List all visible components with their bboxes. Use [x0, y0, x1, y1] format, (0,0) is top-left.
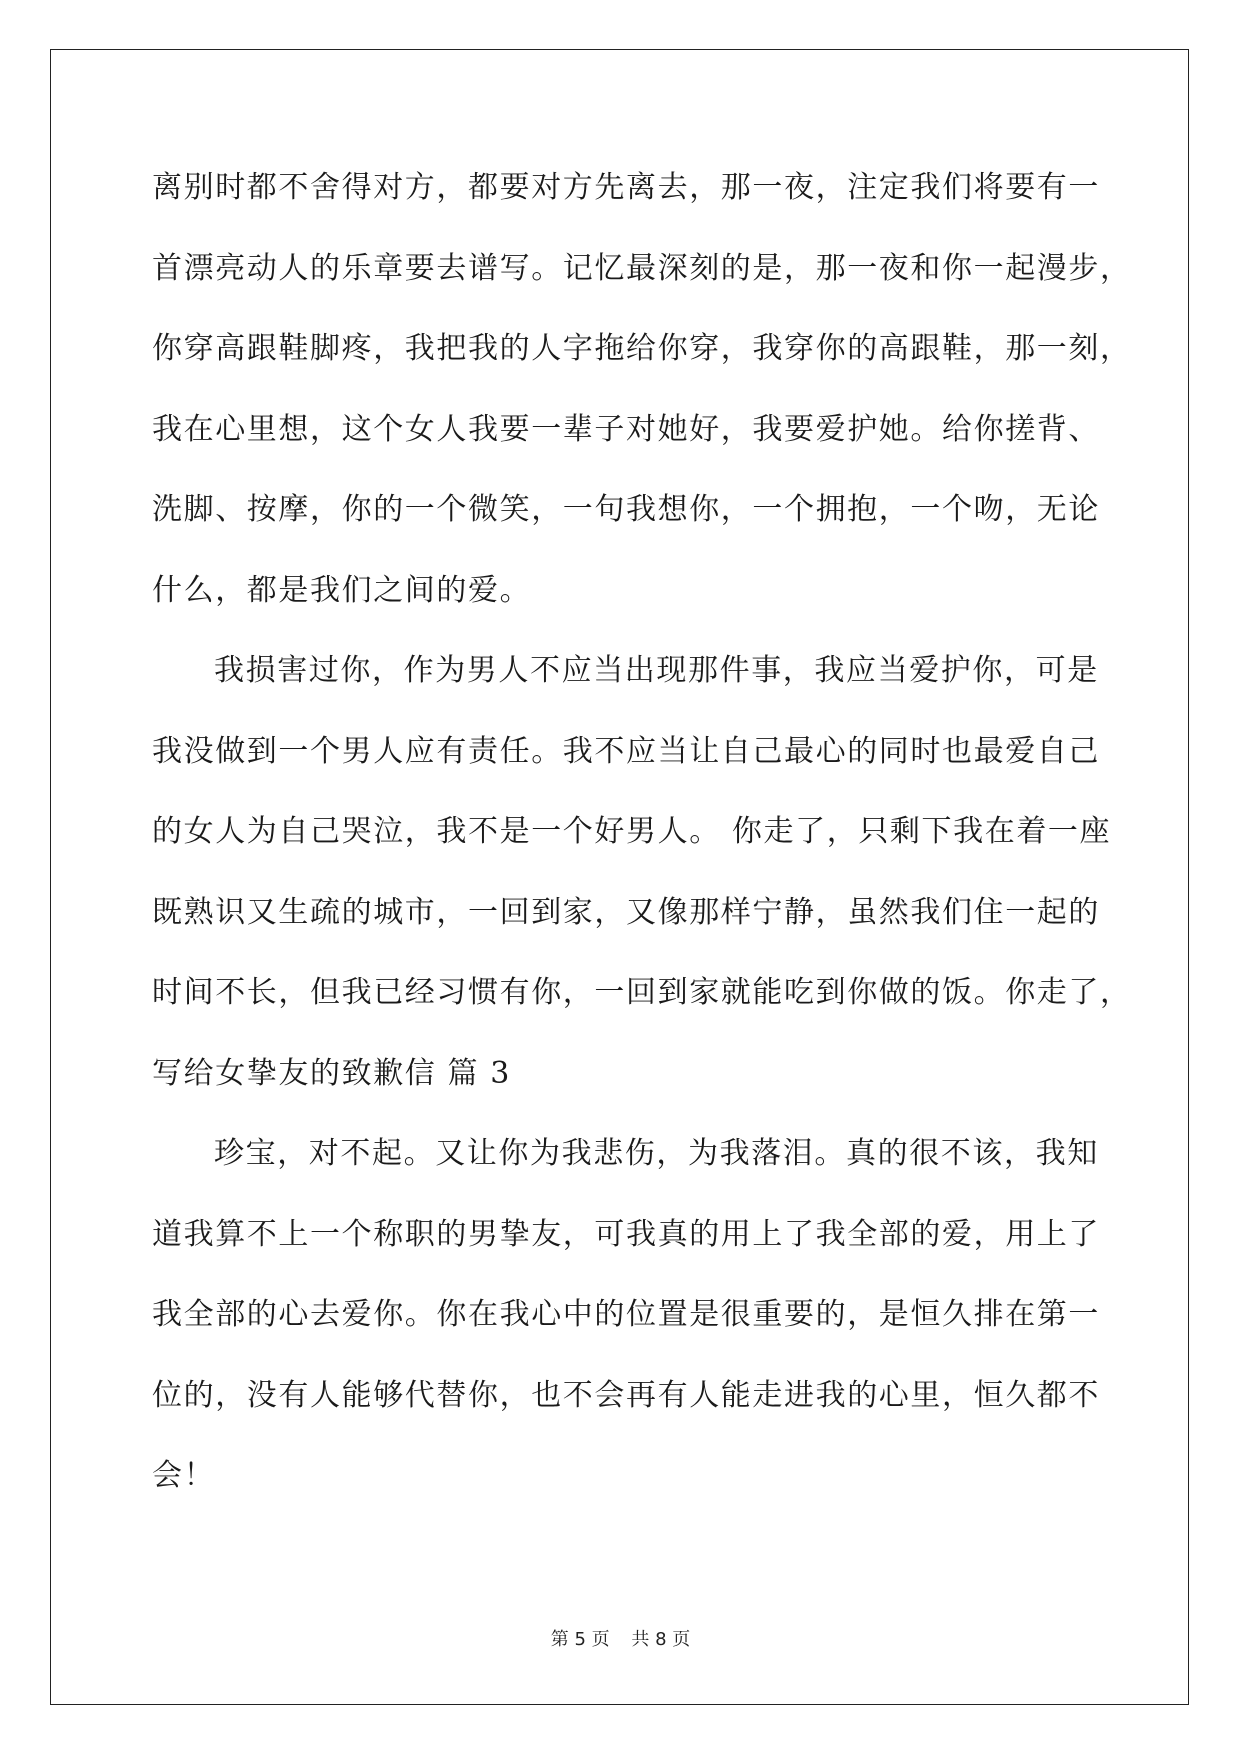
text-line: 时间不长，但我已经习惯有你，一回到家就能吃到你做的饭。你走了， — [152, 975, 1132, 1010]
text-line: 的女人为自己哭泣，我不是一个好男人。 你走了，只剩下我在着一座 — [152, 814, 1112, 849]
text-line: 我在心里想，这个女人我要一辈子对她好，我要爱护她。给你搓背、 — [152, 411, 1100, 447]
text-line: 什么，都是我们之间的爱。 — [152, 572, 532, 608]
document-body — [152, 148, 1132, 1517]
text-line: 你穿高跟鞋脚疼，我把我的人字拖给你穿，我穿你的高跟鞋，那一刻， — [152, 331, 1132, 366]
page-footer — [0, 1625, 1241, 1651]
text-line: 离别时都不舍得对方，都要对方先离去，那一夜，注定我们将要有一 — [152, 170, 1100, 205]
text-line: 我全部的心去爱你。你在我心中的位置是很重要的，是恒久排在第一 — [152, 1297, 1100, 1332]
text-line: 我没做到一个男人应有责任。我不应当让自己最心的同时也最爱自己 — [152, 733, 1100, 769]
text-line: 首漂亮动人的乐章要去谱写。记忆最深刻的是，那一夜和你一起漫步， — [152, 250, 1132, 286]
text-line: 洗脚、按摩，你的一个微笑，一句我想你，一个拥抱，一个吻，无论 — [152, 492, 1100, 527]
text-line: 会！ — [152, 1458, 216, 1493]
section-heading: 写给女挚友的致歉信 篇 3 — [152, 1055, 511, 1091]
page-total: 共 8 页 — [631, 1629, 691, 1650]
page-number: 第 5 页 — [550, 1629, 610, 1650]
text-line: 位的，没有人能够代替你，也不会再有人能走进我的心里，恒久都不 — [152, 1377, 1100, 1413]
paragraph-start-line: 珍宝，对不起。又让你为我悲伤，为我落泪。真的很不该，我知 — [214, 1136, 1099, 1171]
text-line: 道我算不上一个称职的男挚友，可我真的用上了我全部的爱，用上了 — [152, 1216, 1100, 1252]
text-line: 既熟识又生疏的城市，一回到家，又像那样宁静，虽然我们住一起的 — [152, 894, 1100, 930]
paragraph-start-line: 我损害过你，作为男人不应当出现那件事，我应当爱护你，可是 — [214, 653, 1099, 688]
